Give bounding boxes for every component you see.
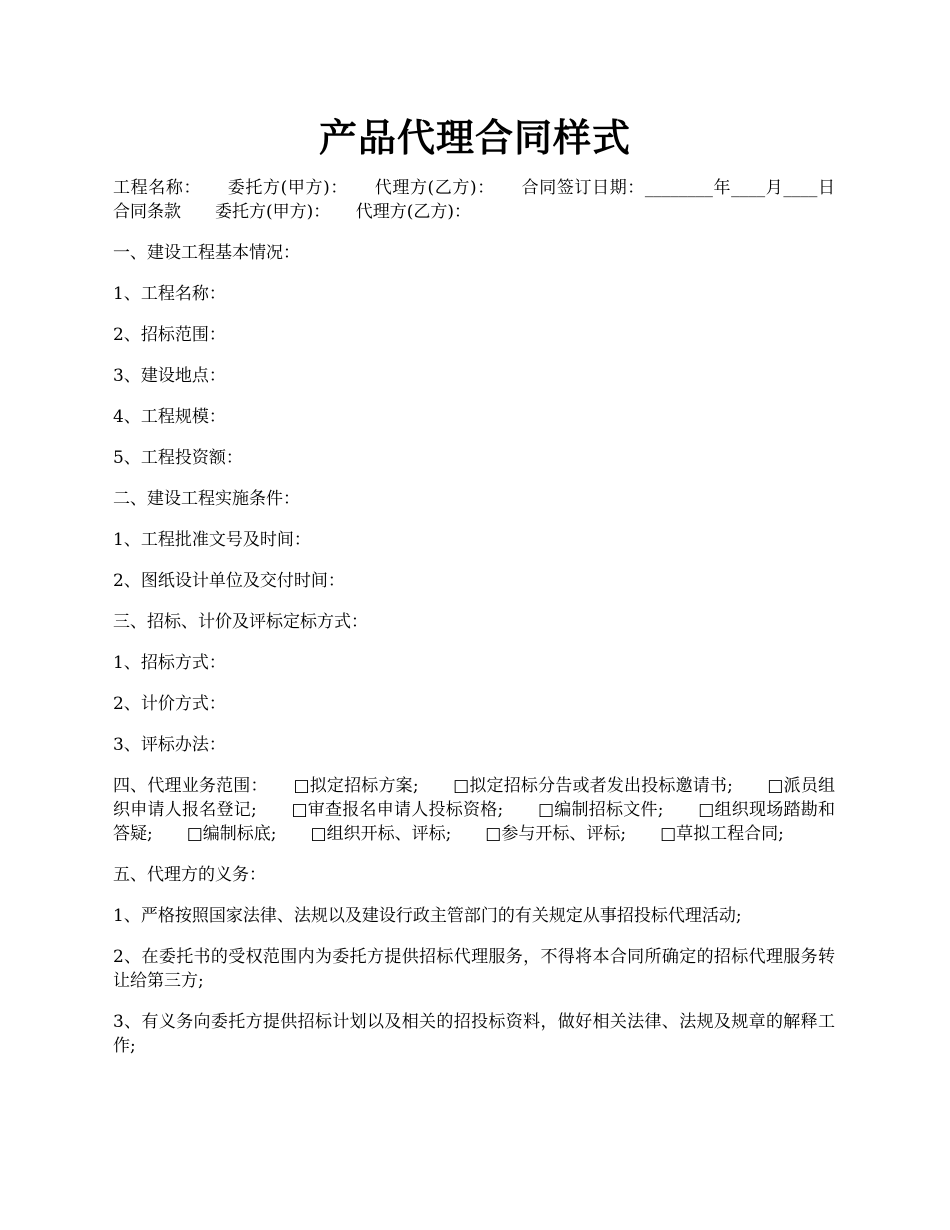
contract-header-line: 工程名称： 委托方(甲方)： 代理方(乙方)： 合同签订日期：________年____月____日 合同条款 委托方(甲方)： 代理方(乙方)： <box>113 178 869 222</box>
paragraph: 1、工程名称： <box>113 284 226 304</box>
paragraph: 4、工程规模： <box>113 407 226 427</box>
paragraph: 1、招标方式： <box>113 653 226 673</box>
section-heading-5: 五、代理方的义务： <box>113 865 266 885</box>
paragraph: 3、有义务向委托方提供招标计划以及相关的招投标资料，做好相关法律、法规及规章的解释工作; <box>113 1012 835 1056</box>
paragraph: 3、评标办法： <box>113 735 226 755</box>
document-title: 产品代理合同样式 <box>318 115 631 160</box>
section-heading-3: 三、招标、计价及评标定标方式： <box>113 612 368 632</box>
section-heading-1: 一、建设工程基本情况： <box>113 243 300 263</box>
paragraph: 5、工程投资额： <box>113 448 243 468</box>
paragraph: 3、建设地点： <box>113 366 226 386</box>
paragraph: 1、工程批准文号及时间： <box>113 530 311 550</box>
paragraph: 2、在委托书的受权范围内为委托方提供招标代理服务，不得将本合同所确定的招标代理服务转让给第三方; <box>113 947 835 991</box>
paragraph: 2、图纸设计单位及交付时间： <box>113 571 345 591</box>
paragraph: 1、严格按照国家法律、法规以及建设行政主管部门的有关规定从事招投标代理活动; <box>113 906 742 926</box>
paragraph: 2、招标范围： <box>113 325 226 345</box>
agency-scope-paragraph: 四、代理业务范围： □拟定招标方案; □拟定招标分告或者发出投标邀请书; □派员组织申请人报名登记; □审查报名申请人投标资格; □编制招标文件; □组织现场踏勘和答疑; □编制标底; □组织开标、评标; □参与开标、评标; □草拟工程合同; <box>113 776 835 844</box>
section-heading-2: 二、建设工程实施条件： <box>113 489 300 509</box>
document-body <box>113 176 869 1075</box>
paragraph: 2、计价方式： <box>113 694 226 714</box>
